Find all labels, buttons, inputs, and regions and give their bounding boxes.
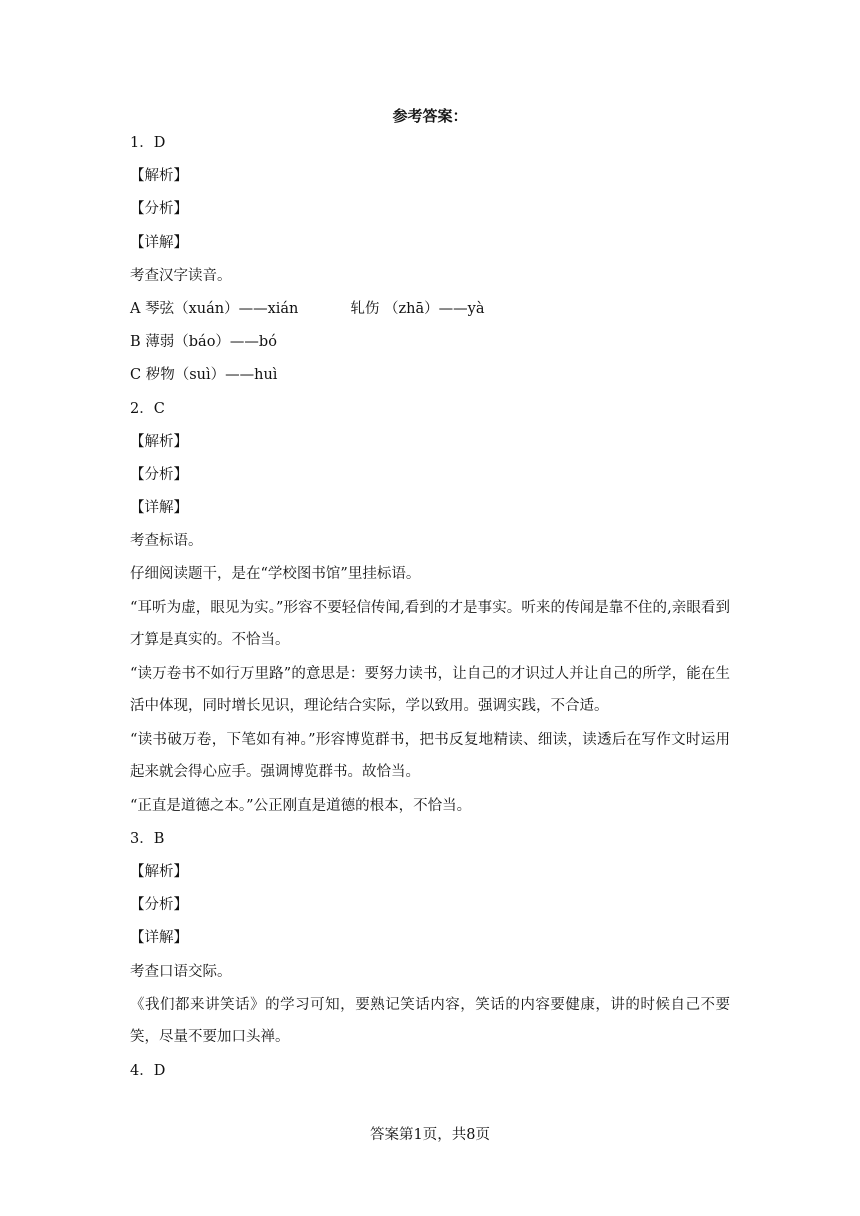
q1-jiexi-label: 【解析】: [130, 168, 188, 185]
q3-intro: 考查口语交际。: [130, 963, 232, 980]
q2-paragraph-1: “耳听为虚，眼见为实。”形容不要轻信传闻,看到的才是事实。听来的传闻是靠不住的,亲眼看到才算是真实的。不恰当。: [130, 599, 730, 649]
page-title: 参考答案：: [392, 107, 468, 125]
answer-content: [130, 132, 730, 1093]
q1-option-b: B 薄弱（báo）——bó: [130, 334, 277, 351]
q2-jiexi-label: 【解析】: [130, 433, 188, 450]
q1-intro: 考查汉字读音。: [130, 267, 232, 284]
q1-fenxi-label: 【分析】: [130, 201, 188, 218]
q1-option-a: [130, 298, 730, 320]
q2-paragraph-4: “正直是道德之本。”公正刚直是道德的根本，不恰当。: [130, 797, 472, 814]
q1-option-a-part1: A 琴弦（xuán）——xián: [130, 300, 299, 317]
q3-paragraph-1: 《我们都来讲笑话》的学习可知，要熟记笑话内容，笑话的内容要健康，讲的时候自己不要笑，尽量不要加口头禅。: [130, 996, 730, 1046]
q3-xiangjie-label: 【详解】: [130, 930, 188, 947]
q3-header: 3．B: [130, 830, 165, 847]
q1-xiangjie-label: 【详解】: [130, 234, 188, 251]
q2-paragraph-3: “读书破万卷，下笔如有神。”形容博览群书，把书反复地精读、细读，读透后在写作文时运用起来就会得心应手。强调博览群书。故恰当。: [130, 731, 730, 781]
page-footer: 答案第1页，共8页: [370, 1127, 490, 1143]
q3-fenxi-label: 【分析】: [130, 897, 188, 914]
q2-context: 仔细阅读题干，是在“学校图书馆”里挂标语。: [130, 566, 421, 583]
q2-xiangjie-label: 【详解】: [130, 500, 188, 517]
q2-fenxi-label: 【分析】: [130, 466, 188, 483]
q2-header: 2．C: [130, 400, 165, 417]
q3-jiexi-label: 【解析】: [130, 864, 188, 880]
q4-header: 4．D: [130, 1062, 166, 1079]
q2-intro: 考查标语。: [130, 533, 203, 550]
q2-paragraph-2: “读万卷书不如行万里路”的意思是：要努力读书，让自己的才识过人并让自己的所学，能在生活中体现，同时增长见识，理论结合实际，学以致用。强调实践，不合适。: [130, 665, 730, 715]
q1-option-c: C 秽物（suì）——huì: [130, 367, 278, 384]
q1-option-a-part2: 轧伤 （zhā）——yà: [350, 300, 485, 317]
q1-header: 1．D: [130, 135, 166, 151]
